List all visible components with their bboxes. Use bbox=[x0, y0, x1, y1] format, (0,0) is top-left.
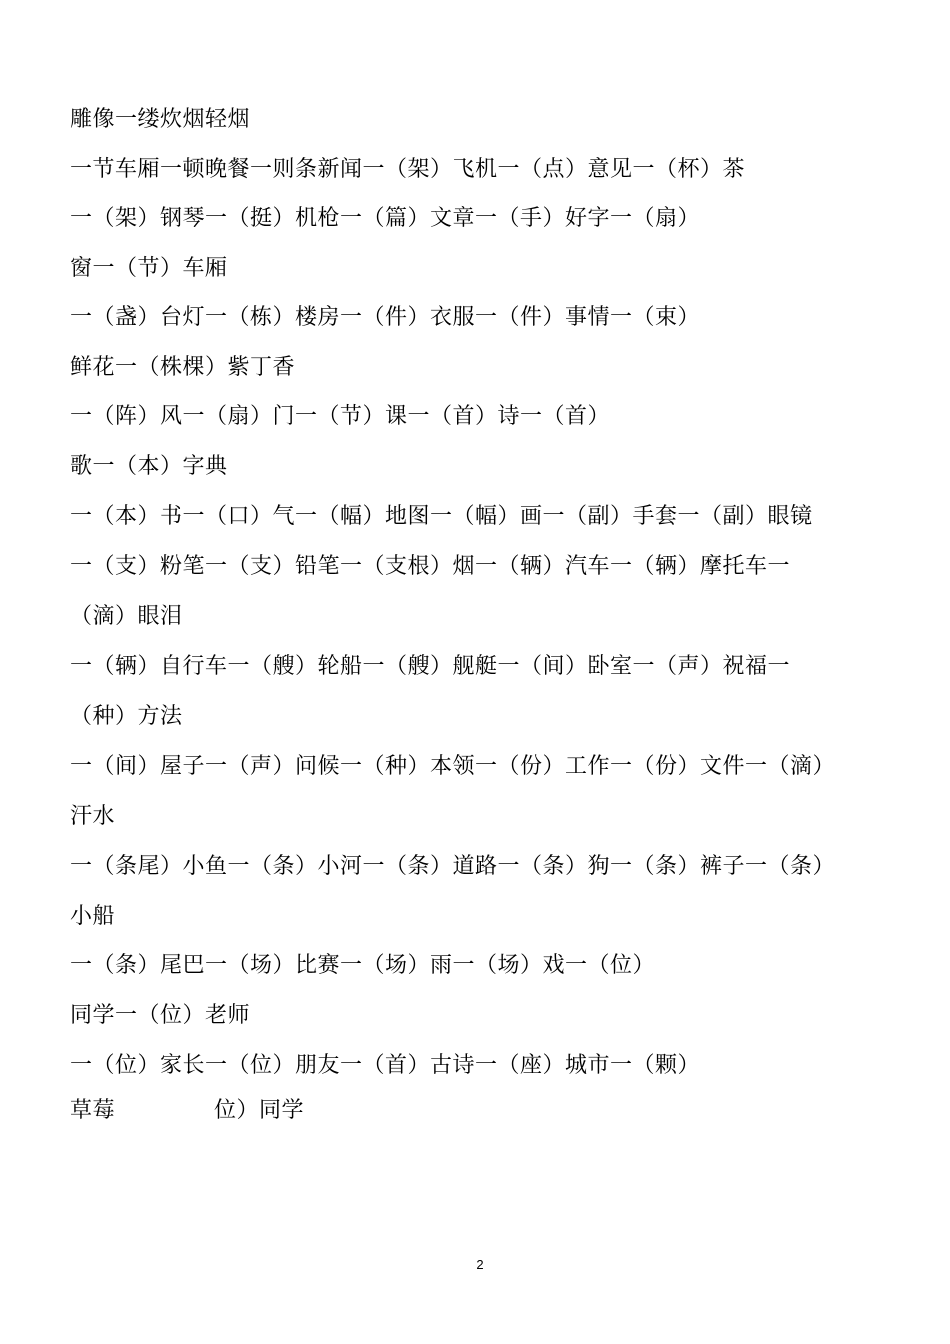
text-line-2: 一节车厢一顿晚餐一则条新闻一（架）飞机一（点）意见一（杯）茶 bbox=[70, 157, 746, 182]
text-line-11: （滴）眼泪 bbox=[70, 604, 183, 629]
text-line-6: 鲜花一（株棵）紫丁香 bbox=[70, 355, 296, 380]
text-line-9: 一（本）书一（口）气一（幅）地图一（幅）画一（副）手套一（副）眼镜 bbox=[70, 504, 813, 529]
text-line-1: 雕像一缕炊烟轻烟 bbox=[70, 107, 251, 132]
text-line-16: 一（条尾）小鱼一（条）小河一（条）道路一（条）狗一（条）裤子一（条） bbox=[70, 854, 836, 879]
text-line-7: 一（阵）风一（扇）门一（节）课一（首）诗一（首） bbox=[70, 404, 611, 429]
text-line-12: 一（辆）自行车一（艘）轮船一（艘）舰艇一（间）卧室一（声）祝福一 bbox=[70, 654, 791, 679]
text-line-21-left: 草莓 bbox=[70, 1098, 116, 1123]
text-line-18: 一（条）尾巴一（场）比赛一（场）雨一（场）戏一（位） bbox=[70, 953, 656, 978]
text-line-4: 窗一（节）车厢 bbox=[70, 256, 228, 281]
text-line-5: 一（盏）台灯一（栋）楼房一（件）衣服一（件）事情一（束） bbox=[70, 305, 701, 330]
text-line-10: 一（支）粉笔一（支）铅笔一（支根）烟一（辆）汽车一（辆）摩托车一 bbox=[70, 554, 791, 579]
text-line-20: 一（位）家长一（位）朋友一（首）古诗一（座）城市一（颗） bbox=[70, 1053, 701, 1078]
text-line-21-right: 位）同学 bbox=[214, 1098, 305, 1123]
text-line-19: 同学一（位）老师 bbox=[70, 1003, 251, 1028]
text-line-17: 小船 bbox=[70, 904, 116, 929]
text-line-14: 一（间）屋子一（声）问候一（种）本领一（份）工作一（份）文件一（滴） bbox=[70, 754, 836, 779]
text-line-15: 汗水 bbox=[70, 804, 116, 829]
text-line-3: 一（架）钢琴一（挺）机枪一（篇）文章一（手）好字一（扇） bbox=[70, 206, 701, 231]
text-line-8: 歌一（本）字典 bbox=[70, 454, 228, 479]
text-line-13: （种）方法 bbox=[70, 704, 183, 729]
page-number: 2 bbox=[476, 1257, 484, 1272]
